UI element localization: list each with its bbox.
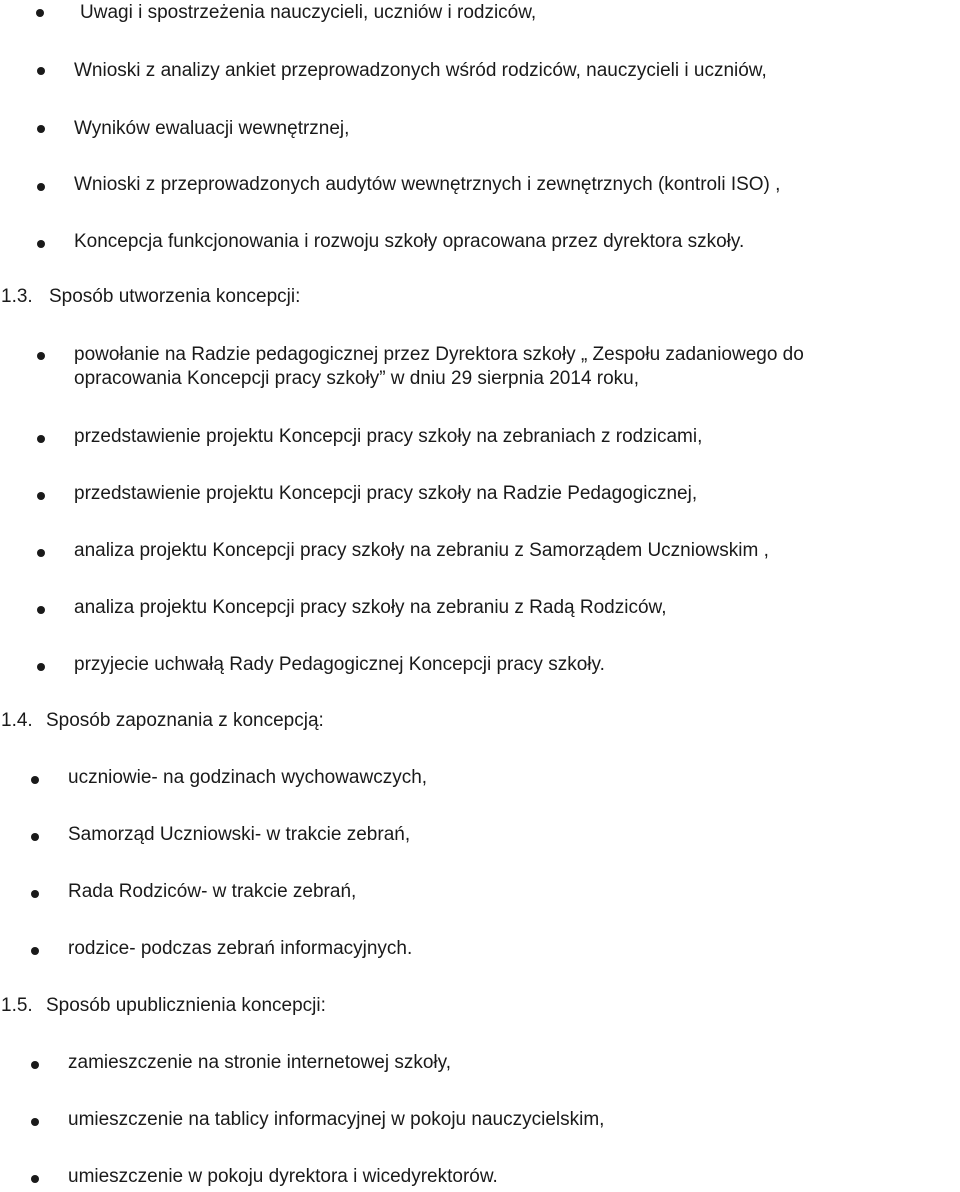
bullet-icon [31, 1175, 39, 1183]
list-item: Wyników ewaluacji wewnętrznej, [74, 118, 350, 139]
list-item: umieszczenie na tablicy informacyjnej w pokoju nauczycielskim, [68, 1109, 605, 1130]
list-item: uczniowie- na godzinach wychowawczych, [68, 767, 428, 788]
bullet-icon [37, 549, 45, 557]
list-item-continuation: opracowania Koncepcji pracy szkoły” w dniu 29 sierpnia 2014 roku, [74, 368, 640, 389]
section-title: Sposób zapoznania z koncepcją: [46, 710, 324, 731]
bullet-icon [37, 125, 45, 133]
list-item: Rada Rodziców- w trakcie zebrań, [68, 881, 357, 902]
bullet-icon [36, 9, 44, 17]
list-item: analiza projektu Koncepcji pracy szkoły na zebraniu z Samorządem Uczniowskim , [74, 540, 769, 561]
list-item: zamieszczenie na stronie internetowej szkoły, [68, 1052, 451, 1073]
section-number: 1.3. [1, 286, 33, 307]
section-heading [1, 710, 324, 732]
bullet-icon [31, 890, 39, 898]
bullet-icon [37, 663, 45, 671]
list-item: przyjecie uchwałą Rady Pedagogicznej Koncepcji pracy szkoły. [74, 654, 605, 675]
list-item: powołanie na Radzie pedagogicznej przez Dyrektora szkoły „ Zespołu zadaniowego do [74, 344, 804, 365]
list-item: Wnioski z przeprowadzonych audytów wewnętrznych i zewnętrznych (kontroli ISO) , [74, 174, 781, 195]
list-item: Samorząd Uczniowski- w trakcie zebrań, [68, 824, 411, 845]
bullet-icon [37, 67, 45, 75]
section-heading [1, 995, 326, 1017]
list-item: przedstawienie projektu Koncepcji pracy szkoły na Radzie Pedagogicznej, [74, 483, 698, 504]
bullet-icon [31, 1061, 39, 1069]
bullet-icon [37, 435, 45, 443]
list-item: przedstawienie projektu Koncepcji pracy szkoły na zebraniach z rodzicami, [74, 426, 703, 447]
list-item: analiza projektu Koncepcji pracy szkoły na zebraniu z Radą Rodziców, [74, 597, 667, 618]
list-item: rodzice- podczas zebrań informacyjnych. [68, 938, 413, 959]
bullet-icon [31, 776, 39, 784]
list-item: umieszczenie w pokoju dyrektora i wicedyrektorów. [68, 1166, 498, 1187]
bullet-icon [31, 1118, 39, 1126]
bullet-icon [37, 606, 45, 614]
bullet-icon [31, 833, 39, 841]
list-item: Koncepcja funkcjonowania i rozwoju szkoły opracowana przez dyrektora szkoły. [74, 231, 745, 252]
section-number: 1.4. [1, 710, 33, 731]
section-title: Sposób upublicznienia koncepcji: [46, 995, 326, 1016]
list-item: Wnioski z analizy ankiet przeprowadzonych wśród rodziców, nauczycieli i uczniów, [74, 60, 767, 81]
bullet-icon [37, 183, 45, 191]
bullet-icon [37, 240, 45, 248]
list-item: Uwagi i spostrzeżenia nauczycieli, uczniów i rodziców, [80, 2, 537, 23]
bullet-icon [31, 947, 39, 955]
bullet-icon [37, 352, 45, 360]
section-title: Sposób utworzenia koncepcji: [49, 286, 301, 307]
section-number: 1.5. [1, 995, 33, 1016]
bullet-icon [37, 492, 45, 500]
section-heading [1, 286, 300, 308]
